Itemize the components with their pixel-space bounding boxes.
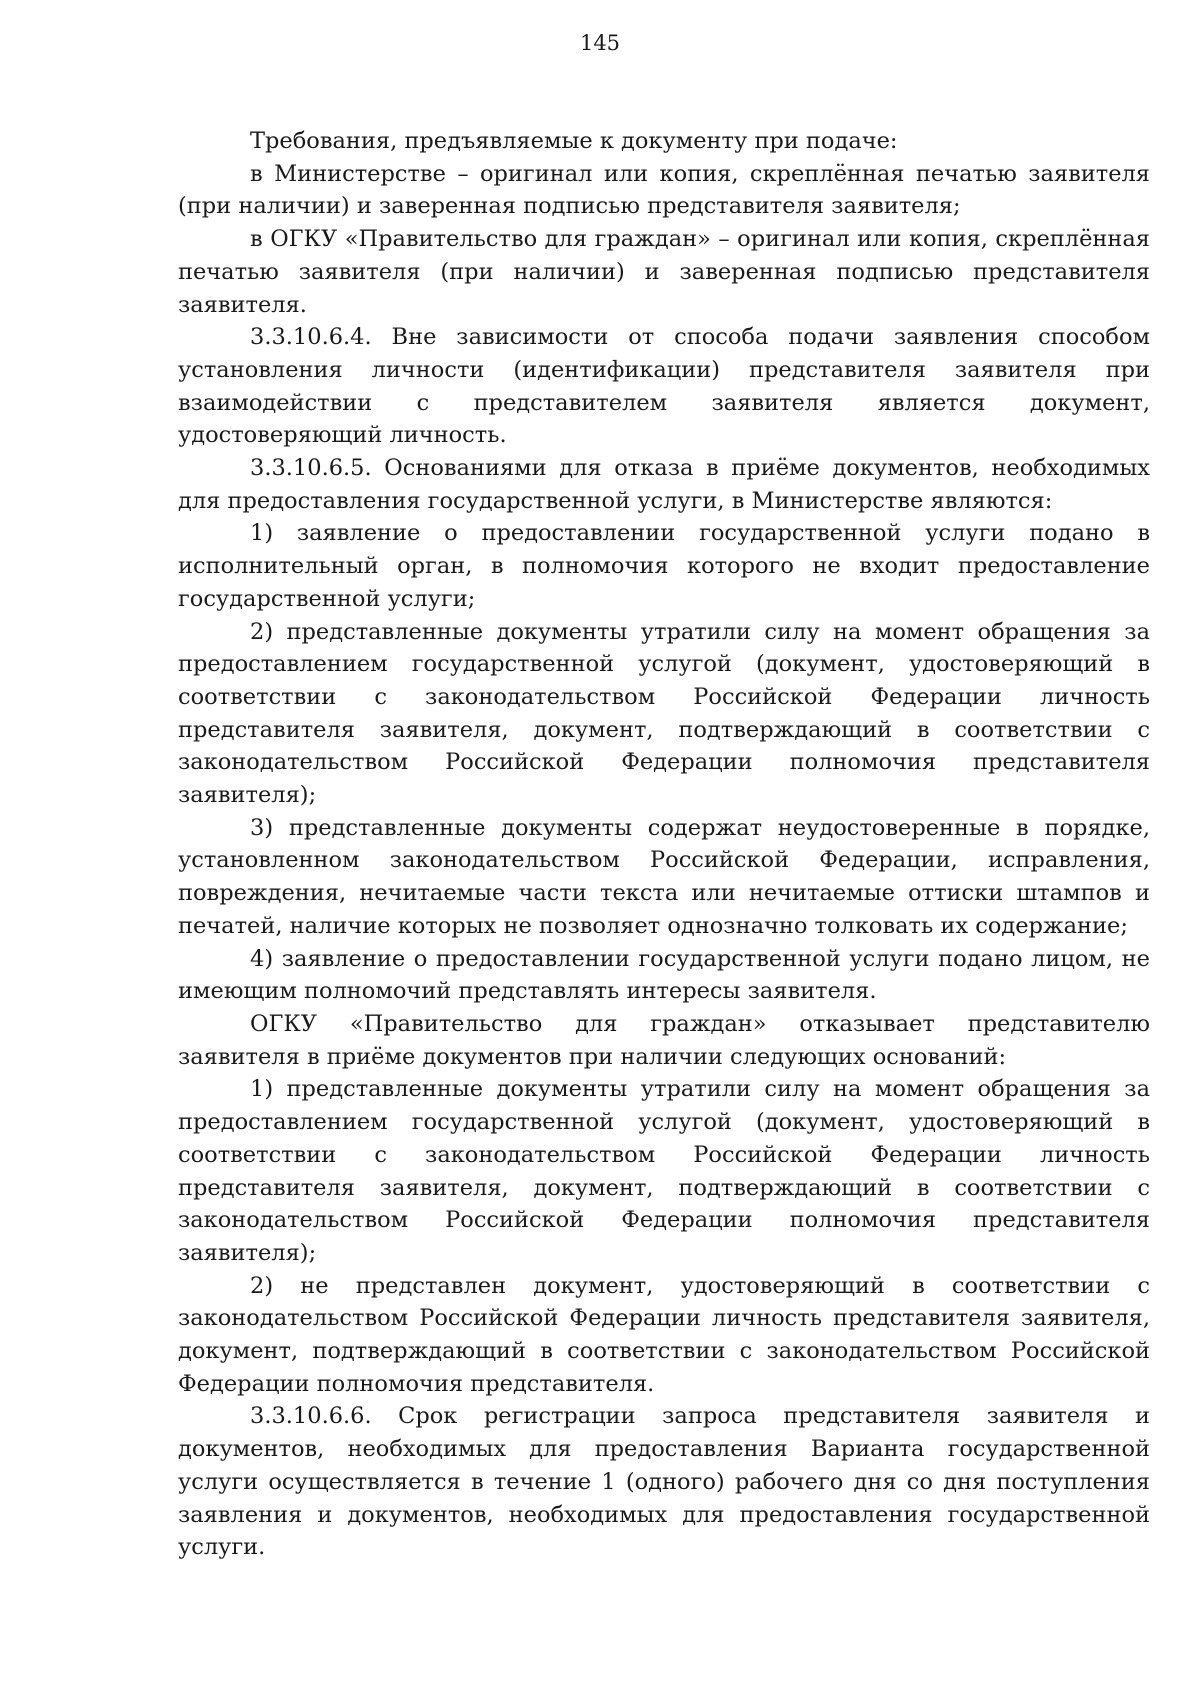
paragraph-ogku-refusal-intro: ОГКУ «Правительство для граждан» отказывает представителю заявителя в приёме документов при наличии следующих оснований:: [178, 1010, 1150, 1070]
paragraph-document-requirements-heading: Требования, предъявляемые к документу при подаче:: [250, 128, 898, 154]
paragraph-3-3-10-6-4: 3.3.10.6.4. Вне зависимости от способа подачи заявления способом установления личности (идентификации) представителя заявителя при взаимодействии с представителем заявителя является документ, удостоверяющий личность.: [178, 324, 1150, 449]
paragraph-3-3-10-6-5: 3.3.10.6.5. Основаниями для отказа в приёме документов, необходимых для предоставления государственной услуги, в Министерстве являются:: [178, 455, 1150, 514]
paragraph-3-3-10-6-6: 3.3.10.6.6. Срок регистрации запроса представителя заявителя и документов, необходимых для предоставления Варианта государственной услуги осуществляется в течение 1 (одного) рабочего дня со дня поступления заявления и документов, необходимых для предоставления государственной услуги.: [178, 1403, 1150, 1561]
paragraph-ogku-ground-1: 1) представленные документы утратили силу на момент обращения за предоставлением государственной услугой (документ, удостоверяющий в соответствии с законодательством Российской Федерации личность представителя заявителя, документ, подтверждающий в соответствии с законодательством Российской Федерации полномочия представителя заявителя);: [178, 1076, 1150, 1266]
paragraph-ministry-requirement: в Министерстве – оригинал или копия, скреплённая печатью заявителя (при наличии) и заверенная подписью представителя заявителя;: [178, 160, 1150, 220]
paragraph-ministry-ground-4: 4) заявление о предоставлении государственной услуги подано лицом, не имеющим полномочий представлять интересы заявителя.: [178, 945, 1150, 1005]
page-number: 145: [579, 31, 621, 55]
paragraph-ogku-requirement: в ОГКУ «Правительство для граждан» – оригинал или копия, скреплённая печатью заявителя (при наличии) и заверенная подписью представителя заявителя.: [178, 226, 1150, 318]
document-body: [178, 125, 1150, 1564]
paragraph-ministry-ground-1: 1) заявление о предоставлении государственной услуги подано в исполнительный орган, в полномочия которого не входит предоставление государственной услуги;: [178, 520, 1150, 612]
paragraph-ministry-ground-3: 3) представленные документы содержат неудостоверенные в порядке, установленном законодательством Российской Федерации, исправления, повреждения, нечитаемые части текста или нечитаемые оттиски штампов и печатей, наличие которых не позволяет однозначно толковать их содержание;: [178, 814, 1150, 939]
paragraph-ogku-ground-2: 2) не представлен документ, удостоверяющий в соответствии с законодательством Российской Федерации личность представителя заявителя, документ, подтверждающий в соответствии с законодательством Российской Федерации полномочия представителя.: [178, 1272, 1150, 1397]
paragraph-ministry-ground-2: 2) представленные документы утратили силу на момент обращения за предоставлением государственной услугой (документ, удостоверяющий в соответствии с законодательством Российской Федерации личность представителя заявителя, документ, подтверждающий в соответствии с законодательством Российской Федерации полномочия представителя заявителя);: [178, 618, 1150, 809]
